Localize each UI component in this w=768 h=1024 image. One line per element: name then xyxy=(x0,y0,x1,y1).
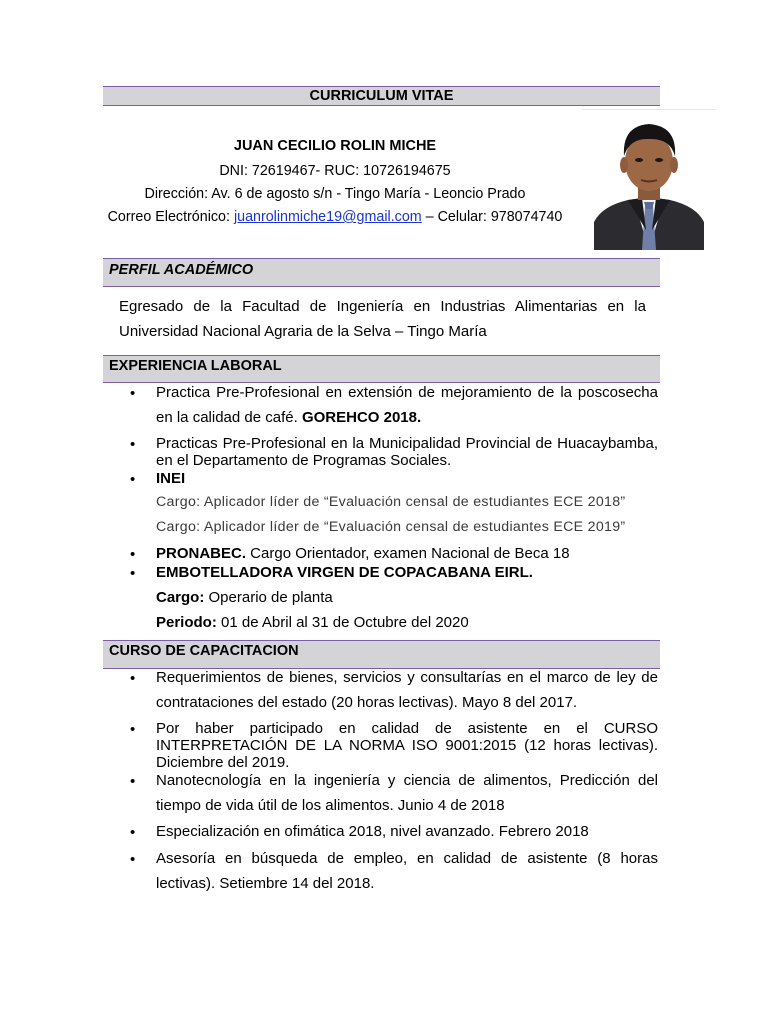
experience-item-1 xyxy=(156,380,658,430)
experience-item-4-text: Cargo Orientador, examen Nacional de Beca 18 xyxy=(246,545,570,562)
bullet: • xyxy=(130,851,136,868)
periodo-label: Periodo: xyxy=(156,614,217,631)
section-experiencia-title: EXPERIENCIA LABORAL xyxy=(109,358,282,374)
course-item: Asesoría en búsqueda de empleo, en calidad de asistente (8 horas lectivas). Setiembre 14 del 2018. xyxy=(156,850,658,892)
bullet: • xyxy=(130,471,136,488)
bullet: • xyxy=(130,670,136,687)
periodo-value: 01 de Abril al 31 de Octubre del 2020 xyxy=(216,614,469,631)
bullet: • xyxy=(130,565,136,582)
experience-item-2: Practicas Pre-Profesional en la Municipalidad Provincial de Huacaybamba, en el Departamento de Programas Sociales. xyxy=(156,435,658,469)
experience-item-4 xyxy=(156,545,658,562)
section-perfil-title: PERFIL ACADÉMICO xyxy=(109,262,254,278)
bullet: • xyxy=(130,546,136,563)
section-curso-title: CURSO DE CAPACITACION xyxy=(109,643,299,659)
candidate-address: Dirección: Av. 6 de agosto s/n - Tingo María - Leoncio Prado xyxy=(144,186,526,202)
experience-item-3 xyxy=(156,470,658,487)
section-experiencia-bar xyxy=(103,355,660,383)
inei-cargo-2019: Cargo: Aplicador líder de “Evaluación censal de estudiantes ECE 2019” xyxy=(156,519,626,535)
bullet: • xyxy=(130,385,136,402)
experience-item-1-text: Practica Pre-Profesional en extensión de mejoramiento de la poscosecha en la calidad de café. xyxy=(156,384,658,426)
cargo-label: Cargo: xyxy=(156,589,205,606)
experience-item-3-org: INEI xyxy=(156,470,186,487)
bullet: • xyxy=(130,824,136,841)
course-item: Especialización en ofimática 2018, nivel avanzado. Febrero 2018 xyxy=(156,823,589,840)
bullet: • xyxy=(130,721,136,738)
candidate-contact xyxy=(100,209,570,225)
experience-item-5-periodo xyxy=(156,614,469,631)
experience-item-5 xyxy=(156,564,658,581)
phone-text: – Celular: 978074740 xyxy=(421,209,563,225)
course-item: Por haber participado en calidad de asistente en el CURSO INTERPRETACIÓN DE LA NORMA ISO 9001:2015 (12 horas lectivas). Diciembre del 2019. xyxy=(156,720,658,771)
cv-title-bar xyxy=(103,86,660,106)
cv-title: CURRICULUM VITAE xyxy=(309,88,454,104)
experience-item-1-org: GOREHCO 2018. xyxy=(301,409,422,426)
candidate-name: JUAN CECILIO ROLIN MICHE xyxy=(233,138,437,154)
course-item: Nanotecnología en la ingeniería y ciencia de alimentos, Predicción del tiempo de vida útil de los alimentos. Junio 4 de 2018 xyxy=(156,772,658,814)
course-item: Requerimientos de bienes, servicios y consultarías en el marco de ley de contrataciones del estado (20 horas lectivas). Mayo 8 del 2017. xyxy=(156,669,658,711)
cargo-value: Operario de planta xyxy=(204,589,333,606)
bullet: • xyxy=(130,436,136,453)
experience-item-4-org: PRONABEC. xyxy=(156,545,247,562)
experience-item-5-cargo xyxy=(156,589,333,606)
perfil-paragraph: Egresado de la Facultad de Ingeniería en Industrias Alimentarias en la Universidad Nacional Agraria de la Selva – Tingo María xyxy=(119,298,646,340)
profile-photo xyxy=(582,109,716,250)
experience-item-5-org: EMBOTELLADORA VIRGEN DE COPACABANA EIRL. xyxy=(156,564,533,581)
bullet: • xyxy=(130,773,136,790)
inei-cargo-2018: Cargo: Aplicador líder de “Evaluación censal de estudiantes ECE 2018” xyxy=(156,494,626,510)
email-label: Correo Electrónico: xyxy=(107,209,234,225)
section-perfil-bar xyxy=(103,258,660,287)
email-link[interactable]: juanrolinmiche19@gmail.com xyxy=(233,209,422,225)
candidate-ids: DNI: 72619467- RUC: 10726194675 xyxy=(219,163,451,179)
